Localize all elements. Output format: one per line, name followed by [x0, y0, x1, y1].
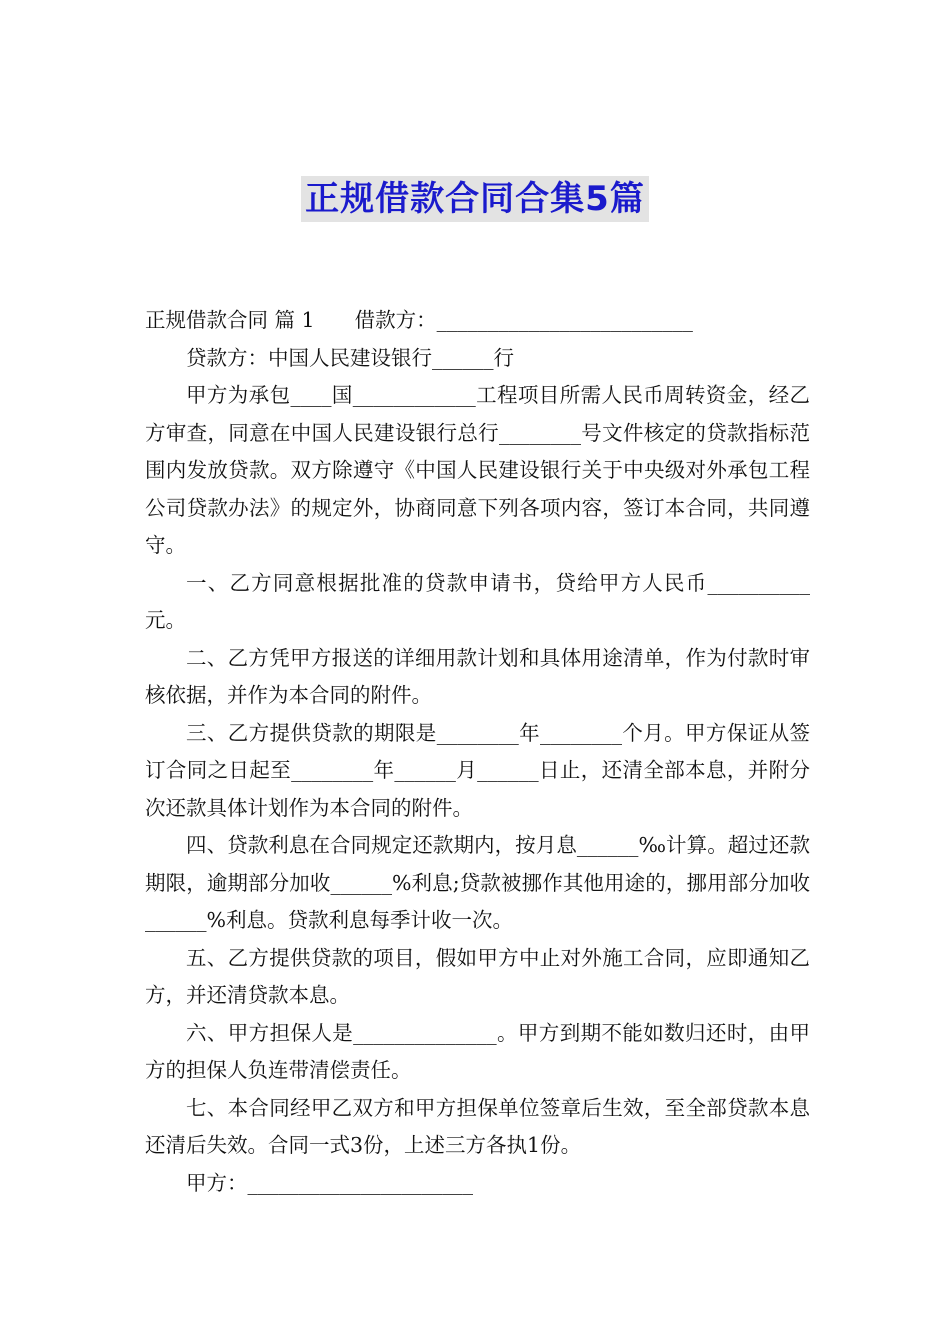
- header-line: [145, 302, 810, 340]
- clause-7: 七、本合同经甲乙双方和甲方担保单位签章后生效，至全部贷款本息还清后失效。合同一式3份，上述三方各执1份。: [145, 1095, 810, 1157]
- party-a-signature-line: 甲方：______________________: [186, 1170, 473, 1195]
- clause-1: 一、乙方同意根据批准的贷款申请书，贷给甲方人民币__________元。: [145, 570, 810, 632]
- clause-6: 六、甲方担保人是______________。甲方到期不能如数归还时，由甲方的担保人负连带清偿责任。: [145, 1020, 810, 1082]
- title-container: [0, 176, 950, 222]
- document-title: 正规借款合同合集5篇: [301, 176, 649, 222]
- clause-2: 二、乙方凭甲方报送的详细用款计划和具体用途清单，作为付款时审核依据，并作为本合同的附件。: [145, 645, 810, 707]
- contract-heading: 正规借款合同 篇 1: [145, 308, 315, 332]
- clause-5: 五、乙方提供贷款的项目，假如甲方中止对外施工合同，应即通知乙方，并还清贷款本息。: [145, 945, 810, 1007]
- clause-3: 三、乙方提供贷款的期限是________年________个月。甲方保证从签订合同之日起至________年______月______日止，还清全部本息，并附分次还款具体计划作为本合同的附件。: [145, 720, 810, 820]
- borrower-line: 借款方：_________________________: [354, 308, 693, 332]
- clause-4: 四、贷款利息在合同规定还款期内，按月息______‰计算。超过还款期限，逾期部分加收______%利息;贷款被挪作其他用途的，挪用部分加收______%利息。贷款利息每季计收一次。: [145, 833, 810, 932]
- lender-line: 贷款方：中国人民建设银行______行: [186, 345, 514, 370]
- document-body: [145, 302, 810, 1202]
- preamble-paragraph: 甲方为承包____国____________工程项目所需人民币周转资金，经乙方审查，同意在中国人民建设银行总行________号文件核定的贷款指标范围内发放贷款。双方除遵守《中国人民建设银行关于中央级对外承包工程公司贷款办法》的规定外，协商同意下列各项内容，签订本合同，共同遵守。: [145, 383, 810, 557]
